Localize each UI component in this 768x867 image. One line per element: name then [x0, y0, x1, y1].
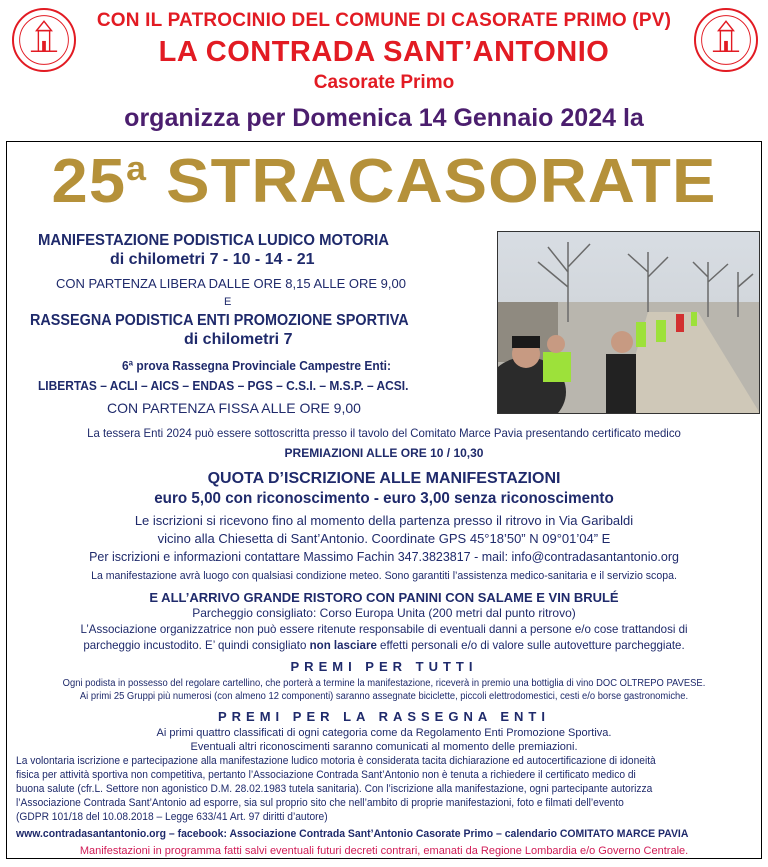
prizes-all-title: PREMI PER TUTTI: [290, 659, 478, 674]
runners-photo: [497, 231, 760, 414]
event-name: STRACASORATE: [166, 147, 717, 216]
date-line: organizza per Domenica 14 Gennaio 2024 la: [124, 104, 644, 132]
section1-start: CON PARTENZA LIBERA DALLE ORE 8,15 ALLE ORE 9,00: [56, 276, 406, 291]
fees-title: QUOTA D’ISCRIZIONE ALLE MANIFESTAZIONI: [207, 470, 561, 487]
fees-line1: Le iscrizioni si ricevono fino al momento della partenza presso il ritrovo in Via Garibaldi: [134, 513, 634, 528]
section1-round: 6ª prova Rassegna Provinciale Campestre Enti:: [122, 358, 391, 373]
fees-contact: Per iscrizioni e informazioni contattare Massimo Fachin 347.3823817 - mail: info@contradasantantonio.org: [89, 549, 679, 564]
legal-line: l’Associazione Contrada Sant’Antonio ad esporre, sia sul proprio sito che nell’ambito di proprie manifestazioni, foto e filmati dell’evento: [16, 797, 624, 809]
liability-line2c: effetti personali e/o di valore sulle autovetture parcheggiate.: [376, 638, 685, 652]
fees-line2: vicino alla Chiesetta di Sant’Antonio. Coordinate GPS 45°18’50” N 09°01’04” E: [157, 531, 611, 546]
footer-note: Manifestazioni in programma fatti salvi eventuali futuri decreti contrari, emanati da Regione Lombardia e/o Governo Centrale.: [79, 845, 689, 857]
event-edition: 25: [51, 147, 127, 216]
parking-note: Parcheggio consigliato: Corso Europa Unita (200 metri dal punto ritrovo): [192, 606, 576, 620]
section1-distance2: di chilometri 7: [184, 331, 293, 348]
section1-and: E: [224, 296, 232, 308]
town-name: Casorate Primo: [313, 72, 455, 93]
liability-line1: L’Associazione organizzatrice non può essere ritenute responsabile di eventuali danni a persone e/o cose trattandosi di: [80, 622, 688, 636]
liability-line2a: parcheggio incustodito. E’ quindi consigliato: [83, 638, 310, 652]
section1-distances: di chilometri 7 - 10 - 14 - 21: [110, 251, 315, 268]
legal-line: (GDPR 101/18 del 10.08.2018 – Legge 633/41 Art. 97 diritti d’autore): [16, 811, 328, 823]
liability-line2b: non lasciare: [309, 638, 377, 652]
awards-time: PREMIAZIONI ALLE ORE 10 / 10,30: [284, 446, 484, 460]
event-title: [0, 146, 768, 217]
patronage-line: CON IL PATROCINIO DEL COMUNE DI CASORATE PRIMO (PV): [96, 10, 672, 31]
section1-start2: CON PARTENZA FISSA ALLE ORE 9,00: [107, 400, 361, 416]
weather-note: La manifestazione avrà luogo con qualsiasi condizione meteo. Sono garantiti l’assistenza medico-sanitaria e il servizio scopa.: [91, 570, 677, 582]
legal-line: fisica per attività sportiva non competitiva, pertanto l’Associazione Contrada Sant’Antonio non è tenuta a richiedere il certificato medico di: [16, 769, 636, 781]
footer-links[interactable]: www.contradasantantonio.org – facebook: Associazione Contrada Sant’Antonio Casorate Primo – calendario COMITATO MARCE PAVIA: [16, 828, 689, 840]
prizes-entities-title: PREMI PER LA RASSEGNA ENTI: [217, 709, 550, 724]
prizes-all-line1: Ogni podista in possesso del regolare cartellino, che porterà a termine la manifestazione, riceverà in premio una bottiglia di vino DOC OLTREPO PAVESE.: [62, 678, 706, 689]
event-edition-sup: a: [126, 150, 147, 188]
legal-line: buona salute (cfr.L. Settore non agonistico D.M. 28.02.1983 tutela sanitaria). Con l’iscrizione alla manifestazione, ogni partecipante autorizza: [16, 783, 653, 795]
legal-line: La volontaria iscrizione e partecipazione alla manifestazione ludico motoria è considerata tacita dichiarazione ed autocertificazione di idoneità: [16, 755, 656, 767]
section1-title: MANIFESTAZIONE PODISTICA LUDICO MOTORIA: [38, 232, 390, 249]
prizes-entities-line2: Eventuali altri riconoscimenti saranno comunicati al momento delle premiazioni.: [190, 741, 578, 753]
prizes-entities-line1: Ai primi quattro classificati di ogni categoria come da Regolamento Enti Promozione Sportiva.: [156, 727, 612, 739]
fees-price: euro 5,00 con riconoscimento - euro 3,00 senza riconoscimento: [154, 490, 614, 507]
arrival-title: E ALL’ARRIVO GRANDE RISTORO CON PANINI CON SALAME E VIN BRULÉ: [149, 590, 619, 605]
organizer-title: LA CONTRADA SANT’ANTONIO: [158, 36, 610, 68]
section1-title2: RASSEGNA PODISTICA ENTI PROMOZIONE SPORTIVA: [30, 312, 409, 329]
liability-line2: [15, 638, 752, 652]
enti-card-note: La tessera Enti 2024 può essere sottoscritta presso il tavolo del Comitato Marce Pavia presentando certificato medico: [87, 426, 681, 440]
prizes-all-line2: Ai primi 25 Gruppi più numerosi (con almeno 12 componenti) saranno assegnate biciclette, piccoli elettrodomestici, cesti e/o borse gastronomiche.: [79, 691, 689, 702]
section1-entities: LIBERTAS – ACLI – AICS – ENDAS – PGS – C.S.I. – M.S.P. – ACSI.: [38, 378, 409, 393]
